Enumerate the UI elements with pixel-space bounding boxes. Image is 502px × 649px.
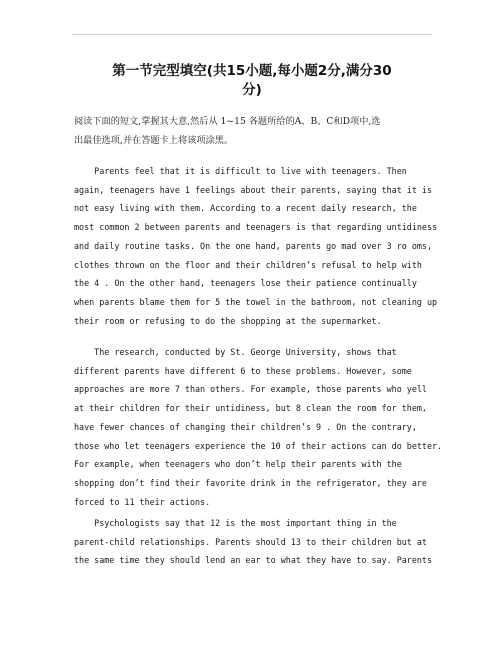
text-line: and daily routine tasks. On the one hand, parents go mad over 3 ro oms, [74,240,432,251]
text-line: Parents feel that it is difficult to live with teenagers. Then [74,166,407,176]
text-line: forced to 11 their actions. [74,496,211,507]
title-line: 分) [242,82,262,98]
text-line: not easy living with them. According to a recent daily research, the [74,203,417,214]
text-line: the 4 . On the other hand, teenagers lose their patience continually [74,278,417,289]
passage-paragraph-3 [74,514,434,570]
passage-paragraph-2 [74,343,443,511]
text-line: have fewer chances of changing their children’s 9 . On the contrary, [74,421,417,432]
text-line: For example, when teenagers who don’t help their parents with the [74,459,402,470]
text-line: different parents have different 6 to these problems. However, some [74,365,412,376]
text-line: their room or refusing to do the shopping at the supermarket. [74,315,382,326]
instruction-line: 出最佳选项,并在答题卡上将该项涂黑。 [74,135,234,146]
text-line: most common 2 between parents and teenagers is that regarding untidiness [74,222,438,233]
passage-paragraph-1 [74,162,438,330]
text-line: at their children for their untidiness, but 8 clean the room for them, [74,403,427,414]
instructions [74,112,434,150]
text-line: clothes thrown on the floor and their children’s refusal to help with [74,259,422,270]
title-line: 第一节完型填空(共15小题,每小题2分,满分30 [112,63,392,79]
text-line: again, teenagers have 1 feelings about their parents, saying that it is [74,184,432,195]
section-title [72,62,432,100]
text-line: the same time they should lend an ear to what they have to say. Parents [74,555,432,566]
text-line: The research, conducted by St. George University, shows that [74,347,397,357]
text-line: those who let teenagers experience the 10 of their actions can do better. [74,440,443,451]
text-line: when parents blame them for 5 the towel in the bathroom, not cleaning up [74,296,438,307]
text-line: approaches are more 7 than others. For example, those parents who yell [74,384,427,395]
text-line: parent-child relationships. Parents should 13 to their children but at [74,536,427,547]
instruction-line: 阅读下面的短文,掌握其大意,然后从 1~15 各题所给的A、B、C和D项中,选 [74,116,381,127]
text-line: shopping don’t find their favorite drink in the refrigerator, they are [74,477,427,488]
top-divider [72,34,432,35]
text-line: Psychologists say that 12 is the most important thing in the [74,518,397,528]
